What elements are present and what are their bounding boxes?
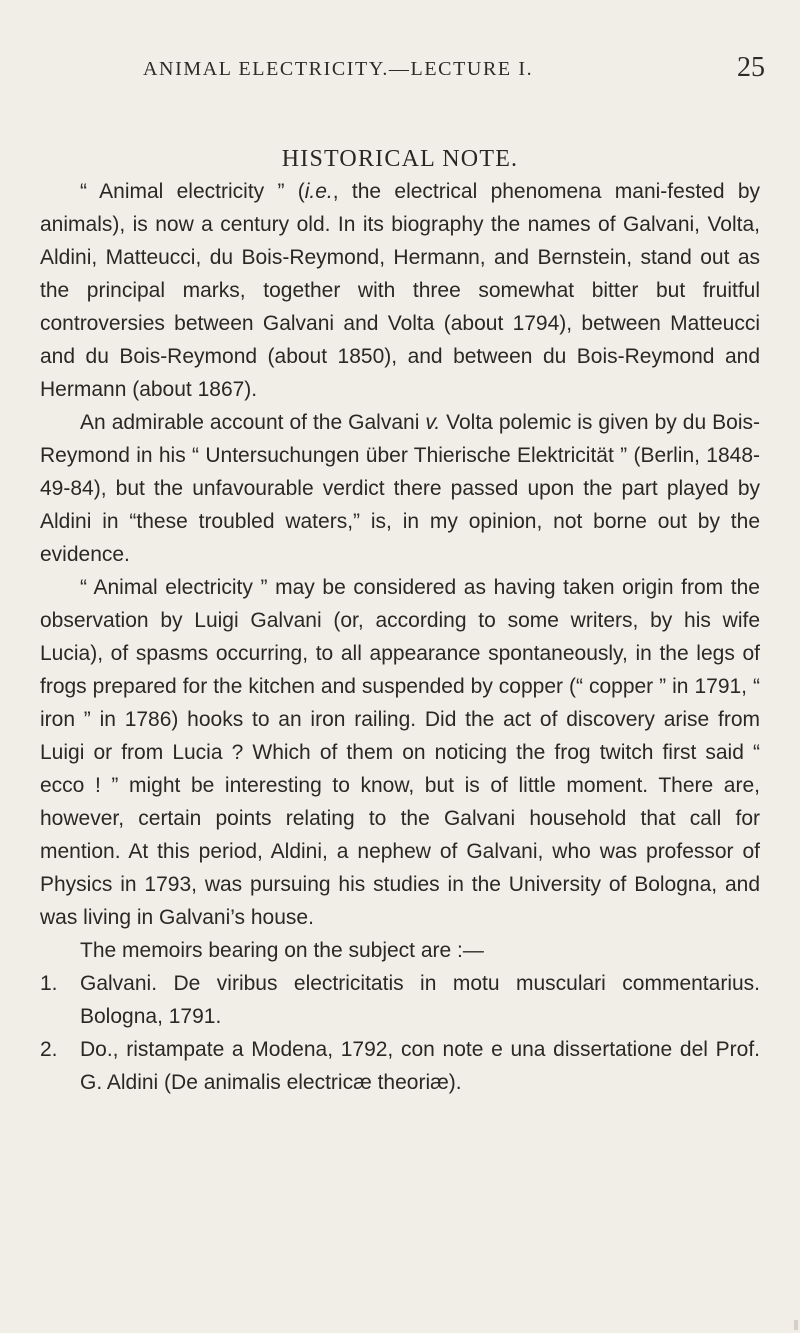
paragraph-2-start: An admirable account of the Galvani — [80, 411, 426, 434]
page-corner-mark — [794, 1320, 798, 1330]
paragraph-memoirs-intro: The memoirs bearing on the subject are :— — [80, 939, 484, 962]
ie-abbreviation: i.e. — [304, 180, 333, 203]
paragraph-animal-electricity-history — [40, 175, 760, 406]
running-head-text: ANIMAL ELECTRICITY.—LECTURE I. — [143, 58, 534, 80]
memoirs-list — [40, 967, 760, 1099]
memoir-number: 2. — [40, 1038, 58, 1061]
paragraph-1-start: “ Animal electricity ” ( — [80, 180, 305, 203]
memoir-item — [40, 1033, 760, 1099]
section-title: HISTORICAL NOTE. — [281, 146, 519, 172]
paragraph-1-rest: , the electrical phenomena mani-fested by animals), is now a century old. In its biography the names of Galvani, Volta, Aldini, Matteucci, du Bois-Reymond, Hermann, and Bernstein, stand out as the principal marks, together with three somewhat bitter but fruitful controversies between Galvani and Volta (about 1794), between Matteucci and du Bois-Reymond (about 1850), and between du Bois-Reymond and Hermann (about 1867). — [40, 180, 760, 401]
body-text — [40, 175, 760, 1099]
memoir-number: 1. — [40, 972, 58, 995]
page-number: 25 — [737, 52, 765, 83]
paragraph-galvani-volta-polemic — [40, 406, 760, 571]
memoir-text: Do., ristampate a Modena, 1792, con note e una dissertatione del Prof. G. Aldini (De animalis electricæ theoriæ). — [80, 1038, 760, 1094]
paragraph-2-rest: Volta polemic is given by du Bois-Reymond in his “ Untersuchungen über Thierische Elektricität ” (Berlin, 1848-49-84), but the unfavourable verdict there passed upon the part played by Aldini in “these troubled waters,” is, in my opinion, not borne out by the evidence. — [40, 411, 760, 566]
paragraph-galvani-observation: “ Animal electricity ” may be considered as having taken origin from the observation by Luigi Galvani (or, according to some writers, by his wife Lucia), of spasms occurring, to all appearance spontaneously, in the legs of frogs prepared for the kitchen and suspended by copper (“ copper ” in 1791, “ iron ” in 1786) hooks to an iron railing. Did the act of discovery arise from Luigi or from Lucia ? Which of them on noticing the frog twitch first said “ ecco ! ” might be interesting to know, but is of little moment. There are, however, certain points relating to the Galvani household that call for mention. At this period, Aldini, a nephew of Galvani, who was professor of Physics in 1793, was pursuing his studies in the University of Bologna, and was living in Galvani’s house. — [40, 576, 760, 929]
memoir-item — [40, 967, 760, 1033]
running-head — [143, 52, 765, 83]
memoir-text: Galvani. De viribus electricitatis in motu musculari commentarius. Bologna, 1791. — [80, 972, 760, 1028]
versus-abbreviation: v. — [425, 411, 441, 434]
